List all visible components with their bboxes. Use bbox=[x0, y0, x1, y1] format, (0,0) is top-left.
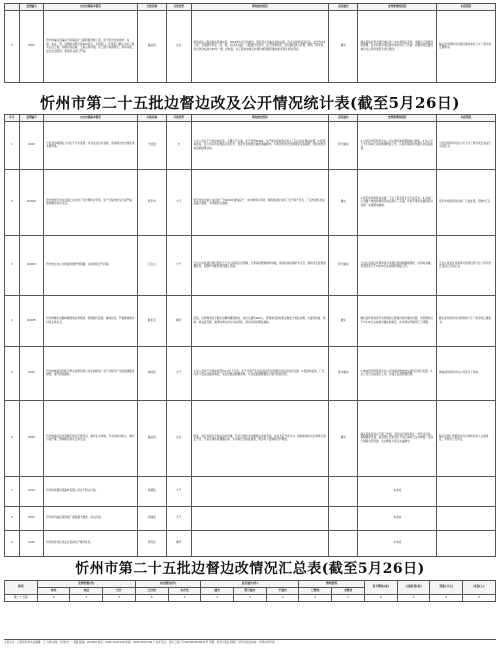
investigation-text bbox=[191, 476, 328, 506]
case-description: 忻州市偏关县老营镇石场无手续开采，破坏生态环境，开采过程中粉尘、噪声污染严重，影响周边村民正常生活。 bbox=[44, 400, 137, 476]
header-cell: 是否属实 bbox=[329, 4, 358, 11]
summary-cell: 3 bbox=[234, 594, 267, 601]
summary-cell: 3 bbox=[397, 594, 430, 601]
header-cell: 办结情况(件) bbox=[135, 580, 200, 587]
header-cell: 未办结 bbox=[168, 587, 201, 594]
investigation-text: 经查，该石料场位于偏关县老营镇，开采过程中未办理相关审批手续，存在无证开采行为；现场检查时该石料场已停止开采，开采区域形成裸露山体，未采取生态恢复措施，周边有少量破碎石料堆放。 bbox=[191, 400, 328, 476]
case-id: X042 bbox=[19, 400, 44, 476]
table-row bbox=[5, 346, 496, 400]
row-number: 5 bbox=[5, 346, 20, 400]
handling-text: 偏关县政府责令建设单位进一步完善相关手续，加强对工程建设的管理，县水利局对项目建设单位进行了约谈，并要求项目建设单位对占用河道部分进行整改。 bbox=[358, 10, 437, 82]
case-description: 忻州市五台山中铁建设锅炉冒黑烟，污染周边空气环境。 bbox=[44, 235, 137, 295]
table-row bbox=[5, 400, 496, 476]
header-cell: 污染类型 bbox=[167, 4, 192, 11]
row-number: 8 bbox=[5, 506, 20, 530]
summary-cell: 1 bbox=[332, 594, 365, 601]
header-cell bbox=[5, 4, 20, 11]
header-cell: 问责(人) bbox=[463, 580, 496, 594]
header-cell: 受理件数(件) bbox=[37, 580, 135, 587]
accountability-text: 静乐县环保局对该养殖场下达了责令改正通知书。 bbox=[437, 295, 496, 346]
header-cell: 已整改 bbox=[299, 587, 332, 594]
header-cell: 批次 bbox=[5, 580, 38, 594]
handling-text: 1.宁武县环保局责令该公司立即对破损管网进行修复。2.该公司已于5月20日完成管网修复工作。3.县环保局将加强日常巡查监管。 bbox=[358, 121, 437, 169]
header-cell: 问责情况 bbox=[437, 4, 496, 11]
pollution-type: 大气 bbox=[167, 169, 192, 235]
header-cell: 合计 bbox=[103, 587, 136, 594]
accountability-text bbox=[437, 530, 496, 556]
summary-data-row bbox=[5, 594, 496, 601]
case-id: X013 bbox=[19, 121, 44, 169]
validity-status: 属实 bbox=[329, 295, 358, 346]
pollution-type: 生态 bbox=[167, 10, 192, 82]
case-description: 忻州市偏关县偏关“锦河溪流”公路附属设施工程，用于防洪水和城市，东、南、东北、西，延伸防洪坝长度200多米，水利部门、环保部门都认为该工程为合法工程，但据村民反映，工程占用河道，该工程不具备防洪、排水功能，存在安全隐患，希望有关部门严查。 bbox=[44, 10, 137, 82]
header-cell: 问责情况 bbox=[437, 115, 496, 122]
pollution-type: 大气 bbox=[167, 235, 192, 295]
header-cell: 来电 bbox=[37, 587, 70, 594]
table-row bbox=[5, 10, 496, 82]
header-cell: 行政区域 bbox=[137, 4, 166, 11]
investigation-text bbox=[191, 530, 328, 556]
validity-status: 部分属实 bbox=[329, 346, 358, 400]
header-cell: 调查核实情况 bbox=[191, 4, 328, 11]
main-table-section bbox=[4, 114, 496, 557]
accountability-text: 宁武县环保局对该公司下达了责令改正违法行为决定书。 bbox=[437, 121, 496, 169]
investigation-text: 1.该公司位于宁武县城东部，主要生产白酒，年产量约500吨，生产废水经收集后进入厂区污水处理站处理。2.经现场检查，该公司污水处理站正常运行，但部分管网存在破损渗漏现象。3.周边农田未发现明显污染痕迹，饮用水源水质监测结果达标。 bbox=[191, 121, 328, 169]
table-row bbox=[5, 169, 496, 235]
header-cell: 责令整改(家) bbox=[364, 580, 397, 594]
summary-table bbox=[4, 580, 496, 602]
header-cell: 是否属实 bbox=[329, 115, 358, 122]
case-region: 宁武县 bbox=[137, 121, 166, 169]
header-cell: 受理编号 bbox=[19, 4, 44, 11]
table-row bbox=[5, 295, 496, 346]
accountability-text bbox=[437, 506, 496, 530]
validity-status bbox=[329, 530, 358, 556]
summary-cell: 6 bbox=[37, 594, 70, 601]
handling-text: 1.神池县环保局责令该公司对临时堆放的灰渣进行清运处置。2.该公司已完成清运工作，并建立灰渣管理台账。 bbox=[358, 346, 437, 400]
accountability-text bbox=[437, 476, 496, 506]
main-table-header bbox=[5, 115, 496, 122]
pollution-type: 噪声 bbox=[167, 295, 192, 346]
case-region: 忻府区 bbox=[137, 530, 166, 556]
summary-cell: 5 bbox=[299, 594, 332, 601]
case-id: X014 bbox=[19, 476, 44, 506]
validity-status: 属实 bbox=[329, 10, 358, 82]
header-cell: 污染类型 bbox=[167, 115, 192, 122]
case-id: D2093 bbox=[19, 235, 44, 295]
case-description: 忻州市河曲县某洗煤厂煤泥露天堆放，扬尘污染。 bbox=[44, 506, 137, 530]
row-number: 1 bbox=[5, 121, 20, 169]
summary-cell: 6 bbox=[135, 594, 168, 601]
handling-text: 偏关县政府成立专项工作组，责令该石料场停止一切开采活动，拆除破碎设备，由县国土局负责对开采区域进行生态修复；目前已拆除全部设备，生态修复方案正在编制中。 bbox=[358, 400, 437, 476]
case-description: 忻州市保德县某建材有限公司生产粉尘污染。 bbox=[44, 476, 137, 506]
header-cell: 整改情况 bbox=[299, 580, 364, 587]
header-cell: 属实 bbox=[201, 587, 234, 594]
investigation-text bbox=[191, 506, 328, 530]
case-id: X015 bbox=[19, 506, 44, 530]
handling-text: 五台山风景区环保局责令该项目部拆除燃煤锅炉，改用电采暖；该项目部已于5月25日完成锅炉拆除工作。 bbox=[358, 235, 437, 295]
case-region: 偏关县 bbox=[137, 400, 166, 476]
row-number: 2 bbox=[5, 169, 20, 235]
accountability-text: 神池县环保局对该公司进行了约谈。 bbox=[437, 346, 496, 400]
validity-status bbox=[329, 506, 358, 530]
case-description: 忻州市静乐县鹅城镇西坡村养殖场，养殖粪污直排，臭味扰民，严重影响周边村民正常生活。 bbox=[44, 295, 137, 346]
pollution-type: 大气 bbox=[167, 346, 192, 400]
validity-status: 部分属实 bbox=[329, 235, 358, 295]
summary-header-groups bbox=[5, 580, 496, 587]
handling-text: 未办结 bbox=[358, 476, 437, 506]
pollution-type: 水 bbox=[167, 121, 192, 169]
case-description: 宁武县丹峰酒业公司生产污水直排，另有企业污水直排，造成周边农田和饮用水源污染。 bbox=[44, 121, 137, 169]
continuation-table-section bbox=[4, 3, 496, 85]
case-region: 河曲县 bbox=[137, 506, 166, 530]
handling-text: 未办结 bbox=[358, 506, 437, 530]
investigation-text: 五台山中铁建设项目部位于五台山风景区台怀镇，冬季采用燃煤锅炉供暖，现场检查时锅炉未运行，现场未发现冒黑烟现象，但锅炉未配套建设除尘设施。 bbox=[191, 235, 328, 295]
pollution-type: 生态 bbox=[167, 400, 192, 476]
summary-table-section bbox=[4, 580, 496, 602]
header-cell: 部分属实 bbox=[234, 587, 267, 594]
header-cell: 不属实 bbox=[266, 587, 299, 594]
validity-status bbox=[329, 476, 358, 506]
main-table bbox=[4, 114, 496, 557]
case-region: 偏关县 bbox=[137, 10, 166, 82]
header-cell: 受理编号 bbox=[19, 115, 44, 122]
handling-text: 1.原平市环保局对该砖厂下达了责令停止生产决定书。2.该砖厂已对露天堆放的原料及成品进行了苫盖。3.原平市东社镇政府对该砖厂实施断电措施。 bbox=[358, 169, 437, 235]
header-cell: 交办问题基本情况 bbox=[44, 4, 137, 11]
case-description: 忻州市神池县利民可再生能源有限公司生物质电厂生产过程中产生的废渣随意倾倒，烟气排放超标。 bbox=[44, 346, 137, 400]
case-id: X041 bbox=[19, 346, 44, 400]
main-table-title: 忻州市第二十五批边督边改及公开情况统计表(截至5月26日) bbox=[39, 94, 460, 112]
row-number: 6 bbox=[5, 400, 20, 476]
header-cell: 是否属实(件) bbox=[201, 580, 299, 587]
case-id: X016 bbox=[19, 530, 44, 556]
pollution-type: 噪声 bbox=[167, 530, 192, 556]
validity-status: 部分属实 bbox=[329, 121, 358, 169]
handling-text: 静乐县环保局责令该养殖场立即建设粪污储存设施，该养殖场已于5月22日完成粪污储存池建设，并对周边环境进行了清理。 bbox=[358, 295, 437, 346]
header-cell: 处理和整改情况 bbox=[358, 115, 437, 122]
investigation-text: 1.该公司年产生物质电量约1.2亿千瓦时，生产过程产生的灰渣由专用车辆运至指定地点处置。2.经现场检查，厂区内有少量灰渣临时堆放，未发现随意倾倒现象。3.在线监测数据显示烟气排放达标。 bbox=[191, 346, 328, 400]
header-cell: 处理和整改情况 bbox=[358, 4, 437, 11]
header-cell: 行政区域 bbox=[137, 115, 166, 122]
handling-text: 未办结 bbox=[358, 530, 437, 556]
investigation-text: 经查，该养殖场位于静乐县鹅城镇西坡村，存栏生猪约300头，养殖粪污经收集后堆放于场区东侧，未建设防渗、防雨、防溢流设施，雨季时粪污存在外溢风险，周边可闻到明显臭味。 bbox=[191, 295, 328, 346]
header-cell: 来信 bbox=[70, 587, 103, 594]
case-region: 神池县 bbox=[137, 346, 166, 400]
row-number: 4 bbox=[5, 295, 20, 346]
investigation-text: 锦河溪流公路在偏关县城东部，2018年5月启动建设，项目起点为偏关县城关镇，终点为锦河溪流沿线，全长约9.4公里，沿途建设有东、西、南、北四条支路；公路建设过程中，由于地形原因，部分路段挤占河道，修筑了防洪坝，设计防洪标准为20年一遇，经核查，该工程未按规定办理河道管理范围内建设项目审批手续。 bbox=[191, 10, 328, 82]
table-row bbox=[5, 121, 496, 169]
case-region: 原平市 bbox=[137, 169, 166, 235]
case-id: D2035 bbox=[19, 295, 44, 346]
pollution-type: 大气 bbox=[167, 506, 192, 530]
page-footer: 主管主办：山西省忻州市总编辑：王 大顺 地址：忻州市七一北路 邮编：034000 电话：0350-2022108 传真：0350-2022108 广告许可证：晋忻工商广字1405004000011号 印刷：忻州日报社印刷厂 忻州日报社地址：忻州市和平街 bbox=[4, 639, 496, 645]
accountability-text: 偏关县国土资源局对该石料场负责人立案查处，并移交公安机关。 bbox=[437, 400, 496, 476]
summary-table-title: 忻州市第二十五批边督边改情况汇总表(截至5月26日) bbox=[75, 560, 425, 577]
accountability-text: 原平市环保局对该砖厂立案处罚，罚款5万元。 bbox=[437, 169, 496, 235]
pollution-type: 大气 bbox=[167, 476, 192, 506]
case-id: X027 bbox=[19, 10, 44, 82]
summary-cell: 0 bbox=[266, 594, 299, 601]
header-cell: 未整改 bbox=[332, 587, 365, 594]
table-row bbox=[5, 476, 496, 506]
table-row bbox=[5, 235, 496, 295]
row-number: 3 bbox=[5, 10, 20, 82]
table-row bbox=[5, 530, 496, 556]
summary-cell: 3 bbox=[201, 594, 234, 601]
summary-cell: 6 bbox=[364, 594, 397, 601]
validity-status: 属实 bbox=[329, 169, 358, 235]
accountability-text: 五台山风景区环保局对该项目部下达了责令改正违法行为决定书。 bbox=[437, 235, 496, 295]
newspaper-page bbox=[0, 3, 500, 650]
header-cell: 罚款(万元) bbox=[430, 580, 463, 594]
table-row bbox=[5, 506, 496, 530]
accountability-text: 偏关县水利局对该项目建设单位下达了责令改正通知书。 bbox=[437, 10, 496, 82]
case-region: 静乐县 bbox=[137, 295, 166, 346]
row-number: 3 bbox=[5, 235, 20, 295]
investigation-text: 原平市东社镇上庄村砖厂于2016年建成投产，未办理环评手续；现场检查时该砖厂处于停产状态，厂区内原料及成品露天堆放，未采取防尘措施。 bbox=[191, 169, 328, 235]
validity-status: 属实 bbox=[329, 400, 358, 476]
header-cell: 交办问题基本情况 bbox=[44, 115, 137, 122]
header-cell: 序号 bbox=[5, 115, 20, 122]
row-number: 7 bbox=[5, 476, 20, 506]
summary-cell: 0 bbox=[463, 594, 496, 601]
case-description: 忻州市原平市东社镇上庄村砖厂未办理环评手续，生产过程中粉尘污染严重，影响周边村民生活。 bbox=[44, 169, 137, 235]
summary-cell: 第二十五批 bbox=[5, 594, 38, 601]
summary-cell: 3 bbox=[70, 594, 103, 601]
summary-cell: 9 bbox=[103, 594, 136, 601]
case-region: 保德县 bbox=[137, 476, 166, 506]
case-description: 忻州市忻府区某企业夜间生产噪声扰民。 bbox=[44, 530, 137, 556]
header-cell: 立案处罚(家) bbox=[397, 580, 430, 594]
case-region: 五台山 bbox=[137, 235, 166, 295]
summary-cell: 3 bbox=[168, 594, 201, 601]
header-cell: 调查核实情况 bbox=[191, 115, 328, 122]
row-number: 9 bbox=[5, 530, 20, 556]
continuation-table bbox=[4, 3, 496, 83]
continuation-table-header bbox=[5, 4, 496, 11]
summary-cell: 5 bbox=[430, 594, 463, 601]
case-id: D2043 bbox=[19, 169, 44, 235]
header-cell: 已办结 bbox=[135, 587, 168, 594]
